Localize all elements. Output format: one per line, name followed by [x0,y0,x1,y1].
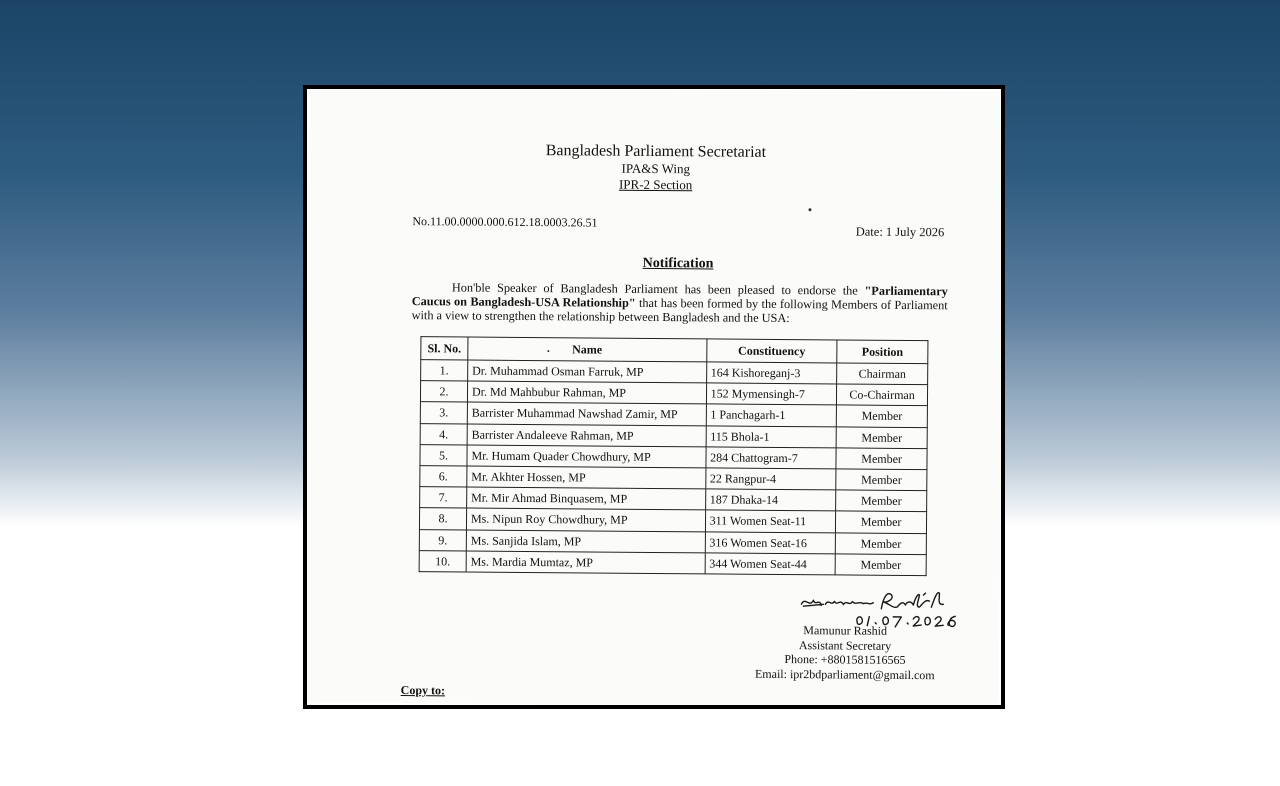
cell-name: Ms. Mardia Mumtaz, MP [466,551,705,574]
section-name: IPR-2 Section [618,176,693,193]
body-part-1: Hon'ble Speaker of Bangladesh Parliament has been pleased to endorse the [451,280,865,298]
cell-sl-no: 8. [419,508,466,530]
notification-body [412,280,948,326]
cell-position: Member [835,532,926,554]
cell-name: Mr. Mir Ahmad Binquasem, MP [467,487,706,510]
cell-sl-no: 10. [419,550,466,572]
cell-position: Co-Chairman [837,384,928,406]
caucus-name: "Parliamentary Caucus on Bangladesh-USA Relationship" [411,283,948,310]
cell-position: Member [836,426,927,448]
copy-to-label: Copy to: [400,683,446,698]
cell-constituency: 284 Chattogram-7 [706,447,837,469]
cell-name: Barrister Muhammad Nawshad Zamir, MP [467,402,706,425]
cell-constituency: 187 Dhaka-14 [705,489,836,511]
cell-name: Ms. Nipun Roy Chowdhury, MP [466,508,705,531]
notification-title: Notification [642,255,714,272]
header-position: Position [837,340,928,364]
notification-document [305,86,1004,707]
cell-sl-no: 3. [420,402,467,424]
cell-constituency: 115 Bhola-1 [706,425,837,447]
cell-sl-no: 5. [420,444,467,466]
cell-position: Member [836,469,927,491]
cell-sl-no: 2. [420,381,467,403]
body-part-2: that has been formed by the following Members of Parliament with a view to strengthen the relationship between Bangladesh and the USA: [411,295,948,326]
cell-constituency: 1 Panchagarh-1 [706,404,837,426]
organization-name: Bangladesh Parliament Secretariat [545,142,767,161]
cell-name: Barrister Andaleeve Rahman, MP [467,424,706,447]
cell-name: Dr. Muhammad Osman Farruk, MP [468,360,707,383]
cell-position: Member [836,448,927,470]
table-row [419,550,926,575]
signatory-name: Mamunur Rashid [803,623,888,638]
header-constituency: Constituency [706,339,837,363]
cell-sl-no: 9. [419,529,466,551]
document-frame [303,85,1005,709]
cell-name: Mr. Humam Quader Chowdhury, MP [467,445,706,468]
scan-speck [808,208,811,211]
reference-number: No.11.00.0000.000.612.18.0003.26.51 [412,214,598,230]
signatory-email: Email: ipr2bdparliament@gmail.com [754,666,935,682]
cell-name: Dr. Md Mahbubur Rahman, MP [467,381,706,404]
cell-constituency: 316 Women Seat-16 [705,531,836,553]
cell-sl-no: 1. [421,360,468,382]
cell-sl-no: 6. [420,466,467,488]
cell-name: Mr. Akhter Hossen, MP [467,466,706,489]
cell-position: Chairman [837,363,928,385]
cell-position: Member [836,490,927,512]
cell-constituency: 164 Kishoreganj-3 [706,362,837,384]
cell-constituency: 22 Rangpur-4 [705,468,836,490]
cell-sl-no: 7. [420,487,467,509]
members-table [419,336,929,576]
cell-constituency: 152 Mymensingh-7 [706,383,837,405]
cell-constituency: 311 Women Seat-11 [705,510,836,532]
header-name: Name [468,337,707,362]
cell-constituency: 344 Women Seat-44 [705,553,836,575]
issue-date: Date: 1 July 2026 [855,224,945,240]
cell-position: Member [836,405,927,427]
scan-speck [547,350,549,352]
signatory-phone: Phone: +8801581516565 [784,652,906,667]
cell-sl-no: 4. [420,423,467,445]
cell-position: Member [835,554,926,576]
wing-name: IPA&S Wing [621,160,691,177]
signatory-designation: Assistant Secretary [798,637,892,653]
cell-position: Member [836,511,927,533]
signature-block [735,623,955,683]
cell-name: Ms. Sanjida Islam, MP [466,530,705,553]
header-sl-no: Sl. No. [421,337,468,360]
